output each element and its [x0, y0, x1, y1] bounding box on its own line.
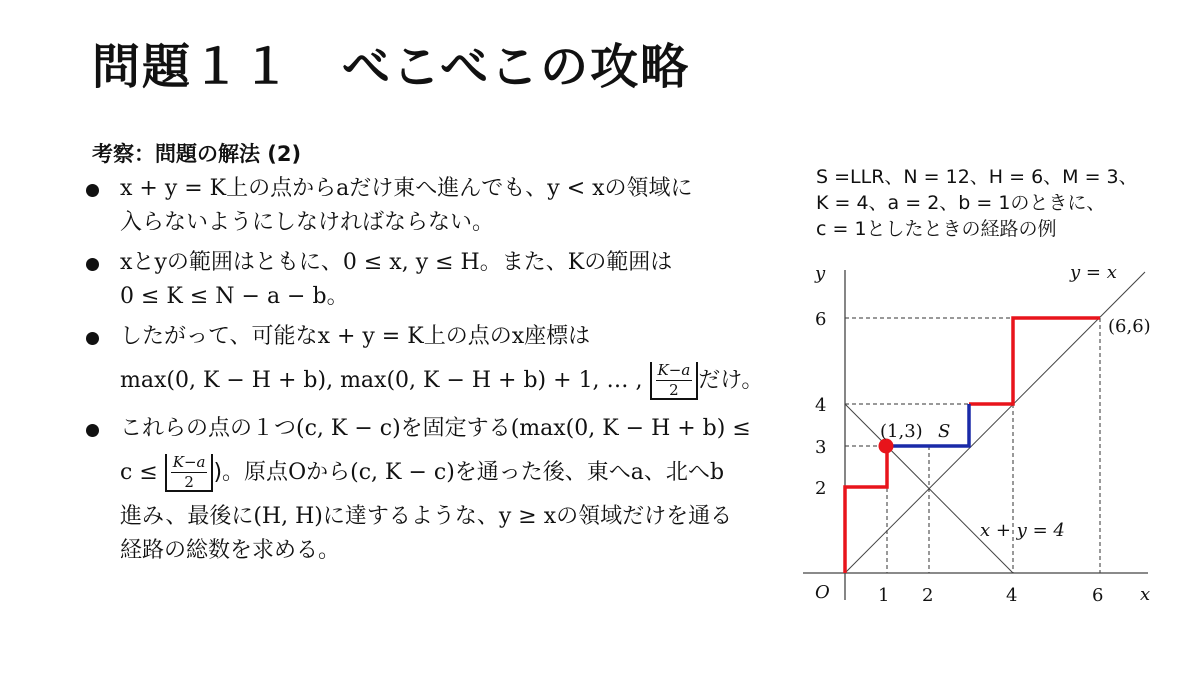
y-tick-label: 6	[815, 309, 827, 330]
text: これらの点の１つ	[120, 416, 297, 441]
text: 入らないようにしなければならない。	[120, 210, 495, 235]
math: (H, H)	[253, 504, 323, 529]
math: a	[336, 176, 350, 201]
x-tick-label: 1	[878, 585, 890, 606]
text: )。原点	[213, 460, 289, 485]
path-segment-end	[969, 318, 1100, 404]
text: 、北へ	[643, 460, 710, 485]
y-tick-label: 2	[815, 478, 827, 499]
s-segment-label: S	[938, 421, 951, 442]
text: の範囲はともに、	[166, 250, 343, 275]
y-axis-label: y	[815, 263, 826, 284]
math: x	[511, 324, 525, 349]
text: の範囲は	[584, 250, 673, 275]
text: 。	[326, 284, 349, 309]
text: と	[132, 250, 155, 275]
y-tick-label: 4	[815, 395, 827, 416]
math: c ≤	[120, 460, 158, 485]
x-axis-label: x	[1140, 584, 1151, 605]
text: を通った後、東へ	[454, 460, 631, 485]
fixed-point-label: (1,3)	[880, 421, 923, 442]
text: だけ東へ進んでも、	[349, 176, 548, 201]
fraction-numerator: K−a	[172, 453, 206, 471]
text: 座標は	[524, 324, 591, 349]
fraction-denominator: 2	[669, 381, 679, 399]
text: 進み、最後に	[120, 504, 254, 529]
diagonal-label: y = x	[1070, 262, 1117, 283]
text: の領域に	[604, 176, 693, 201]
math: max(0, K − H + b), max(0, K − H + b) + 1, … ,	[120, 368, 643, 393]
section-subtitle: 考察：問題の解法 (2)	[92, 142, 302, 166]
text: 経路の総数を求める。	[120, 538, 341, 563]
y-tick-label: 3	[815, 437, 827, 458]
text: したがって、可能な	[120, 324, 318, 349]
x-tick-label: 2	[922, 585, 934, 606]
math: x + y = K	[317, 324, 424, 349]
math: K	[567, 250, 585, 275]
math: a	[630, 460, 644, 485]
text: 上の点の	[423, 324, 512, 349]
math: (c, K − c)	[350, 460, 455, 485]
caption-line-2: K = 4、a = 2、b = 1のときに、	[816, 192, 1106, 214]
x-tick-label: 4	[1006, 585, 1018, 606]
math: x	[120, 250, 133, 275]
path-segment-start	[845, 446, 887, 573]
math: y ≥ x	[498, 504, 557, 529]
anti-diagonal-label: x + y = 4	[980, 520, 1065, 541]
origin-label: O	[815, 582, 830, 603]
math: (c, K − c)	[296, 416, 401, 441]
slide-title: 問題１１ べこべこの攻略	[92, 39, 691, 95]
fraction-numerator: K−a	[657, 361, 691, 379]
math: x + y = K	[120, 176, 227, 201]
math: O	[288, 460, 307, 485]
text: の領域だけを通る	[556, 504, 733, 529]
text: だけ。	[698, 368, 764, 393]
caption-line-1: S =LLR、N = 12、H = 6、M = 3、	[816, 166, 1138, 188]
text: に達するような、	[322, 504, 499, 529]
end-point-label: (6,6)	[1108, 316, 1151, 337]
math: 0 ≤ K ≤ N − a − b	[120, 284, 327, 309]
math: b	[709, 460, 725, 485]
math: (max(0, K − H + b) ≤	[510, 416, 751, 441]
text: から	[306, 460, 351, 485]
text: 。また、	[479, 250, 568, 275]
math: y	[154, 250, 167, 275]
fraction-denominator: 2	[184, 473, 194, 491]
caption-line-3: c = 1としたときの経路の例	[816, 218, 1057, 240]
text: 上の点から	[226, 176, 337, 201]
x-tick-label: 6	[1092, 585, 1104, 606]
text: を固定する	[400, 416, 511, 441]
math: 0 ≤ x, y ≤ H	[342, 250, 480, 275]
math: y < x	[547, 176, 605, 201]
